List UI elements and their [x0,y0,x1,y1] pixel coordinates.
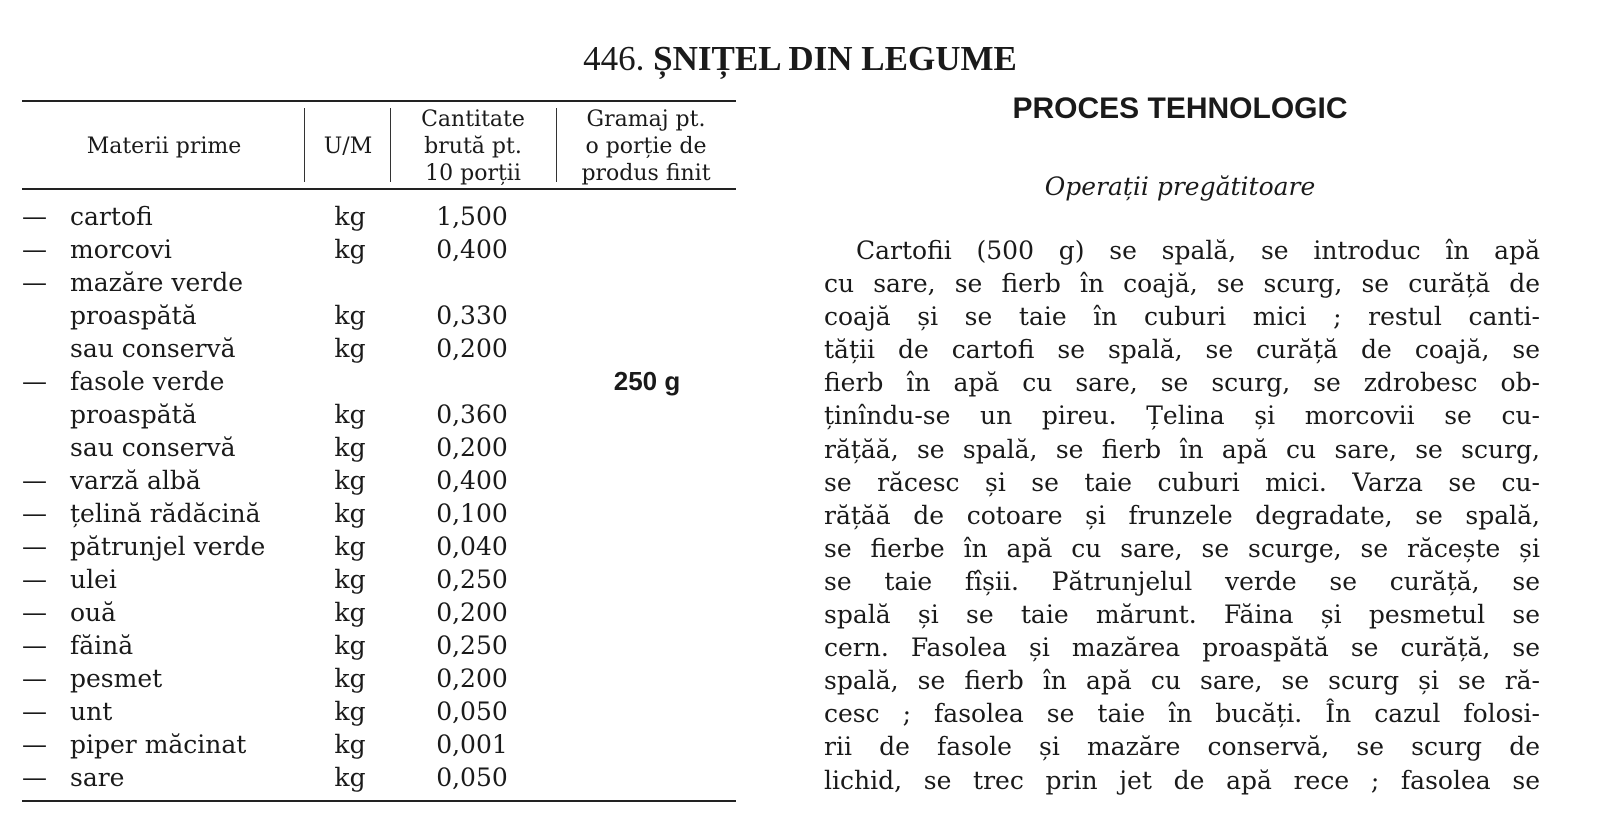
portion-weight-value: 250 g [613,366,681,396]
paragraph-line: rățăă de cotoare și frunzele degradate, se spală, [824,500,1540,530]
ingredient-name: făină [70,631,134,660]
paragraph-line: fierb în apă cu sare, se scurg, se zdrobesc ob- [824,368,1540,398]
ingredient-unit: kg [334,499,366,528]
ingredient-quantity: 0,250 [436,631,508,660]
ingredient-quantity: 0,360 [436,400,508,429]
recipe-number: 446. [583,39,645,78]
ingredient-unit: kg [334,334,366,363]
row-dash: — [22,565,47,594]
table-row [22,398,736,431]
ingredient-quantity: 0,200 [436,433,508,462]
paragraph-line: lichid, se trec prin jet de apă rece ; fasolea se [824,765,1540,795]
row-dash: — [22,697,47,726]
ingredient-unit: kg [334,565,366,594]
table-row [22,662,736,695]
ingredient-quantity: 0,200 [436,598,508,627]
table-row [22,299,736,332]
ingredient-name: proaspătă [70,400,197,429]
ingredient-name: pătrunjel verde [70,532,266,561]
table-row [22,563,736,596]
ingredient-name: cartofi [70,202,153,231]
header-unit: U/M [323,133,373,159]
ingredient-quantity: 0,050 [436,763,508,792]
header-portion-weight: Gramaj pt. o porție de produs finit [581,106,711,186]
ingredient-name: fasole verde [70,367,225,396]
paragraph-line: se fierbe în apă cu sare, se scurge, se răcește și [824,533,1540,563]
column-divider [556,108,557,182]
table-row [22,761,736,794]
table-row [22,629,736,662]
table-header-rule [22,188,736,190]
ingredient-name: ouă [70,598,117,627]
paragraph-line: se taie fîșii. Pătrunjelul verde se curăță, se [824,566,1540,596]
ingredient-unit: kg [334,532,366,561]
table-row [22,266,736,299]
table-row [22,200,736,233]
table-row [22,233,736,266]
ingredient-quantity: 0,050 [436,697,508,726]
ingredient-name: pesmet [70,664,163,693]
paragraph-line: tății de cartofi se spală, se curăță de coajă, se [824,335,1540,365]
paragraph-line: cern. Fasolea și mazărea proaspătă se curăță, se [824,633,1540,663]
ingredient-quantity: 0,400 [436,235,508,264]
ingredient-unit: kg [334,730,366,759]
table-row [22,695,736,728]
paragraph-line: ținîndu-se un pireu. Țelina și morcovii se cu- [824,401,1540,431]
ingredient-name: varză albă [70,466,201,495]
ingredient-name: țelină rădăcină [70,499,261,528]
ingredient-name: morcovi [70,235,172,264]
table-row [22,464,736,497]
ingredient-unit: kg [334,202,366,231]
ingredient-quantity: 0,250 [436,565,508,594]
paragraph-line: cesc ; fasolea se taie în bucăți. În cazul folosi- [824,699,1540,729]
ingredient-name: proaspătă [70,301,197,330]
header-gross-quantity: Cantitate brută pt. 10 porții [421,106,525,186]
ingredient-unit: kg [334,400,366,429]
ingredient-unit: kg [334,631,366,660]
process-title: PROCES TEHNOLOGIC [1012,92,1348,125]
table-row [22,530,736,563]
ingredient-name: ulei [70,565,117,594]
table-row [22,431,736,464]
paragraph-line: Cartofii (500 g) se spală, se introduc în apă [856,236,1540,265]
ingredient-quantity: 0,200 [436,664,508,693]
row-dash: — [22,730,47,759]
row-dash: — [22,598,47,627]
recipe-name: ȘNIȚEL DIN LEGUME [653,39,1017,78]
ingredient-unit: kg [334,433,366,462]
table-row [22,596,736,629]
ingredient-name: piper măcinat [70,730,247,759]
row-dash: — [22,763,47,792]
row-dash: — [22,367,47,396]
ingredient-quantity: 1,500 [436,202,508,231]
process-paragraph [824,234,1540,797]
ingredient-unit: kg [334,235,366,264]
row-dash: — [22,532,47,561]
ingredient-name: sau conservă [70,433,236,462]
ingredient-unit: kg [334,697,366,726]
ingredient-unit: kg [334,466,366,495]
row-dash: — [22,202,47,231]
paragraph-line: coajă și se taie în cuburi mici ; restul canti- [824,302,1540,332]
ingredient-quantity: 0,330 [436,301,508,330]
ingredient-quantity: 0,001 [436,730,508,759]
ingredient-unit: kg [334,301,366,330]
paragraph-line: rii de fasole și mazăre conservă, se scurg de [824,732,1540,762]
recipe-title [0,36,1600,82]
ingredient-name: mazăre verde [70,268,244,297]
header-materials: Materii prime [86,133,242,159]
row-dash: — [22,466,47,495]
ingredient-unit: kg [334,664,366,693]
table-row [22,332,736,365]
paragraph-line: rățăă, se spală, se fierb în apă cu sare, se scurg, [824,434,1540,464]
row-dash: — [22,499,47,528]
ingredient-unit: kg [334,763,366,792]
ingredient-quantity: 0,200 [436,334,508,363]
ingredient-name: sare [70,763,125,792]
process-subtitle: Operații pregătitoare [1044,172,1316,201]
column-divider [390,108,391,182]
column-divider [304,108,305,182]
paragraph-line: spală și se taie mărunt. Făina și pesmetul se [824,600,1540,630]
row-dash: — [22,235,47,264]
row-dash: — [22,268,47,297]
row-dash: — [22,631,47,660]
table-top-rule [22,100,736,102]
table-row [22,497,736,530]
ingredient-name: unt [70,697,113,726]
ingredient-quantity: 0,040 [436,532,508,561]
table-bottom-rule [22,800,736,802]
ingredient-quantity: 0,100 [436,499,508,528]
paragraph-line: cu sare, se fierb în coajă, se scurg, se curăță de [824,269,1540,299]
paragraph-line: se răcesc și se taie cuburi mici. Varza se cu- [824,467,1540,497]
ingredient-name: sau conservă [70,334,236,363]
table-row [22,728,736,761]
row-dash: — [22,664,47,693]
paragraph-line: spală, se fierb în apă cu sare, se scurg și se ră- [824,666,1540,696]
ingredient-rows [22,200,736,794]
ingredient-unit: kg [334,598,366,627]
ingredient-quantity: 0,400 [436,466,508,495]
